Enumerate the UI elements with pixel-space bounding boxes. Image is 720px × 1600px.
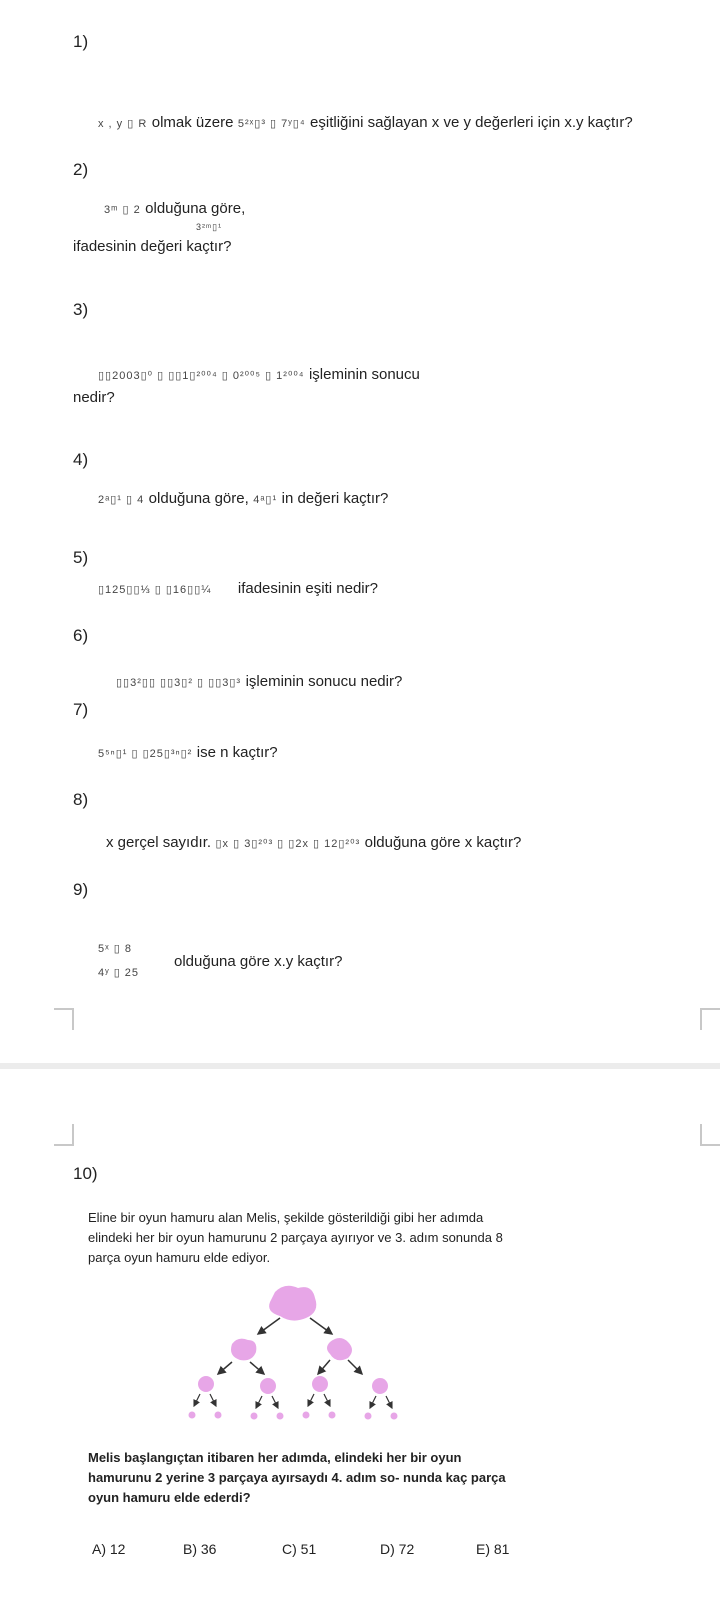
question-8-line: [106, 834, 521, 852]
question-number: 10): [73, 1164, 98, 1183]
question-number: 9): [73, 880, 89, 899]
question-text: işleminin sonucu nedir?: [245, 673, 403, 690]
split-arrow: [258, 1318, 280, 1334]
dough-piece: [327, 1338, 352, 1360]
split-arrow: [210, 1394, 216, 1406]
split-arrow: [256, 1396, 262, 1408]
question-number: 4): [73, 450, 89, 469]
question-text: işleminin sonucu: [308, 366, 420, 383]
math-expression: ▯125▯▯⅓ ▯ ▯16▯▯¼: [98, 584, 212, 596]
math-expression: x , y ▯ R: [98, 118, 148, 130]
option-a[interactable]: A) 12: [92, 1541, 126, 1557]
dough-piece: [277, 1413, 284, 1420]
question-1-line: [98, 114, 633, 132]
option-b[interactable]: B) 36: [183, 1541, 217, 1557]
question-text: ifadesinin değeri kaçtır?: [73, 238, 232, 255]
math-expression: 2ᵃ▯¹ ▯ 4: [98, 494, 145, 506]
dough-piece: [231, 1339, 256, 1361]
question-6-line: [116, 673, 402, 691]
page-corner-mark: [54, 1124, 74, 1146]
question-3-line: [98, 366, 420, 384]
dough-piece: [303, 1412, 310, 1419]
split-arrow: [370, 1396, 376, 1408]
split-arrow: [310, 1318, 332, 1334]
question-text: ifadesinin eşiti nedir?: [237, 580, 378, 597]
page-corner-mark: [700, 1124, 720, 1146]
split-arrow: [218, 1362, 232, 1374]
dough-split-diagram: [180, 1282, 420, 1422]
dough-piece: [215, 1412, 222, 1419]
question-text: olmak üzere: [151, 114, 234, 131]
math-expression: 4ᵃ▯¹: [253, 494, 278, 506]
question-number: 5): [73, 548, 89, 567]
question-text: x gerçel sayıdır.: [106, 834, 212, 851]
option-d[interactable]: D) 72: [380, 1541, 415, 1557]
question-text: in değeri kaçtır?: [281, 490, 389, 507]
dough-piece: [198, 1376, 214, 1392]
split-arrow: [194, 1394, 200, 1406]
question-7-line: [98, 744, 278, 762]
option-e[interactable]: E) 81: [476, 1541, 510, 1557]
dough-piece: [260, 1378, 276, 1394]
question-2-line: [104, 200, 245, 218]
question-text: olduğuna göre,: [145, 200, 246, 217]
dough-piece: [312, 1376, 328, 1392]
question-text: olduğuna göre x kaçtır?: [364, 834, 522, 851]
question-number: 2): [73, 160, 89, 179]
dough-piece: [372, 1378, 388, 1394]
split-arrow: [324, 1394, 330, 1406]
question-text: ise n kaçtır?: [196, 744, 278, 761]
dough-piece-root: [269, 1286, 316, 1321]
split-arrow: [318, 1360, 330, 1374]
question-number: 8): [73, 790, 89, 809]
math-expression: 4ʸ ▯ 25: [98, 967, 140, 979]
question-4-line: [98, 490, 388, 508]
dough-piece: [365, 1413, 372, 1420]
split-arrow: [348, 1360, 362, 1374]
split-arrow: [386, 1396, 392, 1408]
question-10-intro: Eline bir oyun hamuru alan Melis, şekilde gösterildiği gibi her adımda elindeki her bir oyun hamurunu 2 parçaya ayırıyor ve 3. adım sonunda 8 parça oyun hamuru elde ediyor.: [88, 1210, 503, 1265]
split-arrow: [250, 1362, 264, 1374]
question-number: 7): [73, 700, 89, 719]
math-expression: ▯x ▯ 3▯²⁰³ ▯ ▯2x ▯ 12▯²⁰³: [215, 838, 361, 850]
math-expression: 5²ˣ▯³ ▯ 7ʸ▯⁴: [237, 118, 306, 130]
math-expression: 3²ᵐ▯¹: [196, 222, 223, 232]
question-number: 6): [73, 626, 89, 645]
question-10-prompt: Melis başlangıçtan itibaren her adımda, elindeki her bir oyun hamurunu 2 yerine 3 parçaya ayırsaydı 4. adım so- nunda kaç parça oyun hamuru elde ederdi?: [88, 1450, 506, 1505]
question-text: olduğuna göre,: [148, 490, 249, 507]
question-text: eşitliğini sağlayan x ve y değerleri için x.y kaçtır?: [310, 114, 633, 131]
page-corner-mark: [700, 1008, 720, 1030]
math-expression: ▯▯3²▯▯ ▯▯3▯² ▯ ▯▯3▯³: [116, 677, 242, 689]
split-arrow: [308, 1394, 314, 1406]
dough-piece: [391, 1413, 398, 1420]
page-separator: [0, 1063, 720, 1069]
option-c[interactable]: C) 51: [282, 1541, 317, 1557]
math-expression: 5⁵ⁿ▯¹ ▯ ▯25▯³ⁿ▯²: [98, 748, 193, 760]
math-expression: ▯▯2003▯⁰ ▯ ▯▯1▯²⁰⁰⁴ ▯ 0²⁰⁰⁵ ▯ 1²⁰⁰⁴: [98, 370, 305, 382]
question-number: 1): [73, 32, 89, 51]
question-number: 3): [73, 300, 89, 319]
page-corner-mark: [54, 1008, 74, 1030]
dough-piece: [329, 1412, 336, 1419]
question-text: olduğuna göre x.y kaçtır?: [174, 953, 343, 970]
dough-piece: [189, 1412, 196, 1419]
dough-piece: [251, 1413, 258, 1420]
math-expression: 3ᵐ ▯ 2: [104, 204, 141, 216]
question-text: nedir?: [73, 389, 115, 406]
question-5-line: [98, 580, 378, 598]
math-expression: 5ˣ ▯ 8: [98, 943, 133, 955]
split-arrow: [272, 1396, 278, 1408]
